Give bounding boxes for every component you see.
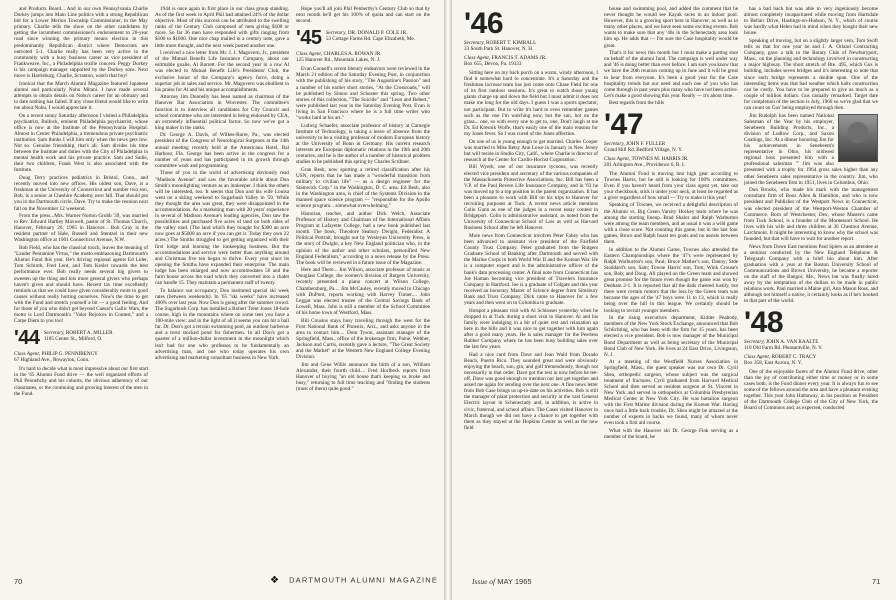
class-secretary: Secretary, JOHN F. FULLER Grand Hill Rd. Bedford Village, N. Y.: [604, 140, 683, 153]
right-column-1: [464, 6, 598, 432]
paragraph: From the press...Mrs. Warner Norton Grubb '39, was married to Rev. Edward Hartley Maxwell, pastor of St. Thomas Church, Hanover, February 20, 1965 in Hanover... Bob Gray is the resident partner of Hale, Russell and Stentzel in their new Washington office at 1001 Connecticut Avenue, N.W.: [14, 213, 148, 244]
class-year: '48: [744, 305, 784, 339]
paragraph: Bill Cousins stays busy traveling through the west for the First National Bank of Phoenix, Ariz., and asks anyone in the area to contact him.... Dom Tyson, assistant manager of the Springfield, Mass., office of the brokerage firm, Paine, Webber, Jackson and Curtis, recently gave a lecture, "The Great Society and the Market" at the Western New England College Evening Division.: [296, 317, 430, 361]
paragraph: News from Down East mentions Paul Spiers as an attendee at a seminar conducted by the New England Telephone & Telegraph Company with a brief bio about him. After graduation with a year at the Boston University School of Communications and Brown University, he became a reporter on the staff of the Bangor, Me., News but was finally lured away by the temptation of the dollars to be made in public relations work. Paul married a Maine girl, Ann Mason Ross, and although not himself a native, it certainly looks as if he's hooked to that part of the world.: [744, 243, 878, 305]
paragraph: Ludwig Schaefer, associate professor of history at Carnegie Institute of Technology, is taking a leave of absence from the university to be a visiting professor of modern European history at the University of Bonn in Germany. His current research interests are European diplomatic relations in the 19th and 20th centuries, and he is the author of a number of historical problem studies to be published this spring by Charles Scribner.: [296, 122, 430, 166]
paragraph: To balance out occupancy, Don instituted special ski week rates (between weekends). In '65 "ski weeks" have increased 400% over last year. Now Don is going after the summer crowd. The Sugarbush Corp. has installed a Robert Trent Jones 18-hole course, high in the mountains where on some tees you have a 100-mile view; and in the light of all it seems you can hit a ball far. Dr. Don's got a terrain swimming pool, an outdoor barbecue and a trout stocked pond for fishermen. In all Don's got a quarter of a million-dollar investment in the moonlight which isn't bad for one who professes to be fundamentally an advertising man, and one who today operates his own advertising and marketing consultant business in New York.: [155, 287, 289, 361]
paragraph: Evan Connell's recent literary endeavors were reviewed in the March 21 edition of the Saturday Evening Post, in conjunction with the publishing of his story, "The Augustine's Passion" and a number of his earlier short stories, "At the Crossroads," will be published by Simon and Schuster this spring. Two other stories of this collection, "The Suicide" and "Leon and Bebert," were published last year in the Saturday Evening Post. Evan is living in San Francisco where he is a full time writer who "works hard at his art.": [296, 66, 430, 122]
paragraph: Speaking of moving, but on a slightly larger vein, Tom Swift tells us that for one year he and J. A. Orland Contracting Company, gave a talk to the Rotary Club of Newburyport, Mass., on the planning and technology involved in constructing a major highway. The short stretch of Rte. 495, which Gus is building, includes seven bridges and it's interesting to note that since each bridge represents a double span. One of the interesting items was that bad weather which halts construction can be costly. You have to be prepared to give as much as a couple of million dollars. Gus casually remarked. Target date for completion of the section is July, 1966 so we're glad that we can count on Gus' being employed through then.: [744, 37, 878, 111]
magazine-title-footer: ❖ DARTMOUTH ALUMNI MAGAZINE: [270, 575, 439, 586]
class-header-1945: [296, 28, 430, 48]
paragraph: Bob Field, who has the classical touch, leaves the meaning of "Lauder Pentamine Virtus," the motto emblazoning Dartmouth's Alumni Fund this year. He's driving regional agents Ed Lider, Tom Schroth, Fred Lent, and Tom Kesler towards the best performance ever. Bob really needs several big givers to sweeten up the thing and lots more general givers who perhaps haven't given and should have. Recent tax time excellently reminds us that we could have given considerably more to good causes without really hurting ourselves. Now's the time to get with the Fund and stretch yourself a bit — a good feeling. And for those of you who didn't get beyond Caesar's Gallic Wars, the motto is Lord Dartmouth's "Valor Rejoices in Contest," and a Carpe Diem to you too!: [14, 245, 148, 325]
right-column-3: [744, 6, 878, 413]
class-notes-1947: [604, 171, 738, 441]
paragraph: Jim Rudolph has been named National Salesman of the Year by his employer, Senebeem Building Products, Inc., a division of Ludlow Corp., and Saxon Coatings, Inc. At a dinner honoring Jim for his achievements in Senebeem's representative in Ohio, his midwest regional boss presented him with a professional salesman ''' Jim was also presented with a trophy for 1964 gross sales higher than any other Senebeem sales representative in the country. Jim, who joined the Senebeem firm in 1951, lives in Columbus, Ohio.: [744, 112, 878, 186]
paragraph: Doug Terry practices pediatrics in Bristol, Conn., and recently moved into new offices. His oldest son, Dave, is a freshman at the University of Connecticut and number two son, Bob, is a senior at Cheshire Academy next fall. That should put you in the Dartmouth circle, Dave. Try to make the reunion next fall on the November 12 weekend.: [14, 175, 148, 212]
paragraph: Had a nice card from Dave and Jean Wald from Dorado Beach, Puerto Rico. They sounded great and were obviously enjoying the beach, sun, gin, and golf tremendously, though not necessarily in that order. Dave got the rest in now before he tee-off, Dave was good enough to mention our last get together and asked me again for sending over the next one. A fine news letter from Bob Case brings us up-to-date on his activities. Bob is still the manager of plant protection and security at the vast General Electric layout in Schenectady and, in addition, is active in civic, fraternal, and school affairs. The Cases visited Hanover in March though we did not have a chance to get together with them as they stayed at the Hopkins Center as well as the new field: [464, 351, 598, 431]
class-notes-1945: [296, 66, 430, 392]
class-agent: Class Agent, TOWNES M. HARRIS JR. 201 Arlington Ave., Providence 6, R. I.: [604, 155, 689, 168]
class-agent: Class Agent, CHARLES A. ROWAN JR. 125 Hanover Rd., Mountain Lakes, N. J.: [296, 51, 382, 64]
class-agent: Class Agent, FRANCIS T. ADAMS JR. Box 655, Devon, Pa. 19333: [464, 55, 547, 67]
class-year: '44: [14, 327, 40, 350]
class-year: '47: [604, 107, 644, 141]
paragraph: Here and There... Jim Wilson, associate professor of music at Douglass College, the women's division of Rutgers University, recently presented a piano concert at Wilson College, Chambersburg, Pa.... Jim McCauley, recently moved to Chicago with DuPont, reports working with Harvey Turner.... John Leggat was elected trustee of the Central Savings Bank of Lowell, Mass. John is still a member of the School Committee of his home town of Westford, Mass.: [296, 267, 430, 316]
paragraph: Attorney Jim Donnelly has been named as chairman of the Hanover Bar Association in Worcester. The committee's function is to interview all candidates for City Council and school committee who are interested in being endorsed by CEA, an extremely influential political factor. So now we've got a king maker in the ranks.: [155, 94, 289, 131]
left-column-3: [296, 6, 430, 394]
paragraph: Best regards from the hills: [609, 100, 665, 107]
paragraph: On one of us is young enough to get married. Charles Cooper was married to Miss Betsy Ann Lowe in January in New Jersey but will reside in Studio City, Calif., where Charlie is director of research at the Center for Cardio-Hochst Corporation.: [464, 138, 598, 163]
left-column-2: [155, 6, 289, 362]
paragraph: What with the Hanover ski Dr. George Fink serving as a member of the board, he: [604, 427, 738, 440]
paragraph: Sitting here on my back porch on a warm, windy afternoon, I find it somewhat hard to concentrate. It's a Saturday and the freshman lacrosse team has just come onto Chase Field for one of its first outdoor sessions. It's great to watch those young giants charge up and down the field but I must admit it does not make me long for the old days. I guess I was a sports spectator, not participant. But to write it's hard to even remember games such as the one I'm watching now, but the sun, hot on the grass... one, so with every one to get to, one, Don't laugh at me Dr. Ed Kresnik Wolfe, that's easily one of the main reasons for my Jones fever. So I was cured of the Jones affection.: [464, 70, 598, 137]
class-header-1947: [604, 107, 738, 153]
paragraph: On a recent sunny Saturday afternoon I visited a Philadelphia psychiatrist, Bullock, eminent Philadelphia psychiatrist, whose office is now at the Institute of the Pennsylvania Hospital. Almost in Center Philadelphia, a tremendous private psychiatric institution. Sam thinks I will him only when the news gets low. Not so. Genuine friendship, that's all. Sam divides his time between the Institute and duties with the City of Philadelphia in mental health work and his private practice. Sam and Sadie, their two children, Frank West is also associated with the Institute.: [14, 112, 148, 174]
paragraph: I received a nice letter from Mr. J. J. Magovern, Jr., president of the Mutual Benefit Life Insurance Company, about our estimable goalie, Al Barrett. For the second year in a row Al was elected to Mutual Benefit Life's Presidents' Club, the exclusive honor of the Company's agency force, doing a superior job in sales and service. Mr. Magovern was ebullient in his praise for Al and his unique accomplishments.: [155, 50, 289, 93]
paragraph: Historian, teacher, and author Dick Welch, Associate Professor of History and Chairman of the International Affairs Program at Lafayette College, had a new book published last month. The book, Theodore Seabury Dwight, Federalist: A Political Portrait, brought out by Wesleyan University Press, is the story of Dwight, a key New England politician who, in the opinion of the author and other scholars, personified New England Federalism," according to a news release by the Press. The book will be reviewed in a future issue of the Magazine.: [296, 210, 430, 266]
class-notes-1943-continued: [14, 6, 148, 324]
class-year: '46: [464, 7, 504, 40]
paragraph: It's hard to decide what is most impressive about our first start in the '65 Alumni Fund drive — the well organized efforts of Phil Pennebchy and his cohorts, the obvious adherency of our classmates, or the continuing and growing interest of the men in the Fund.: [14, 366, 148, 397]
class-agent: Class Agent, ROBERT C. TRACY Box 358, East Aurora, N. Y.: [744, 353, 817, 366]
class-notes-1947-more: [744, 187, 878, 304]
paragraph: That's it for news this month but I must make a parting shot on behalf of the alumni fund. The campaign is well under way and '46 is doing better than ever before. I am sure you know that we have the 20th reunion coming up in June and it will be great to hear from everyone. It's been a good year for the Case hospitality trends but our need and each one of you who has come through in past years plus many who have not been active. Let's make a good showing this year. Really — it's about time.: [604, 50, 738, 99]
paragraph: The Alumni Fund is moving into high gear according to Townes Harris, but he still is looking for 100% committees. Even if you haven't heard from your class agent yet, take out your checkbook, stick it under your neck, at least be regarded as a giver regardless of how small — Try to make it this year!: [604, 170, 738, 201]
class-secretary: Secretary, DR. DONALD P. COLE JR. 53 Cottage Farms Rd. Cape Elizabeth, Me.: [325, 30, 415, 43]
paragraph: More news from Connecticut involves Peter Fahey who has been advanced to assistant vice president of the Fairfield County Trust Company. Peter graduated from the Rutgers Graduate School of Banking after Dartmouth and served with the Marine Corps in both World War II and the Korean War. He is a computer expert and is the administrative officer of the bank's data processing center. A final note from Connecticut has Joe Haman becoming vice president of Travelers Insurance Company in Hartford. Joe is a graduate of Colgate and this year received an honorary Master of Science degree from Simsbury Bank and Trust Company. Dick came to Hanover for a few years and then went on to Columbia to graduate.: [464, 232, 598, 306]
paragraph: Speaking of Townes, we received a delightful description of the Alumni vs. Big Green Varsity Hockey team where he was among the starting lineup. Brad Shalor and Ralph Warburton were among the team members, and as usual it was a wild game with a close score. Not counting this game, but in the last four games, Bruce and Ralph boast ten goals and no assists between them.: [604, 202, 738, 246]
paragraph: Hotspot a pleasant visit with Al Schlosser yesterday when he dropped in at Tuck during a short visit to Hanover. Al and his family were indulging in a bit of quiet rest and relaxation up here in the hills and it was nice to get together with him again after a good many years. He is sales manager for the Peerless Rubber Company where he has been busy building sales over the last few years.: [464, 307, 598, 351]
left-column-1: [14, 6, 148, 398]
paragraph: At a meeting of the Westfield Nurses Association in Springfield, Mass., the guest speaker was our own Dr. Cyril Shea, orthopedic surgeon, whose subject was the surgical treatment of fractures. Cyril graduated from Harvard Medical School and then served as resident surgeon at St. Vincent in New York and served in orthopedics at Columbia Presbyterian Medical Center in New York City. He was battalion surgeon with the First Marine division during the Korean War. Having once had a little back trouble, Dr. Shea might be amazed at the number of experts in backs we found, many of whom never even took a first aid course.: [604, 359, 738, 427]
class-year: '45: [296, 27, 322, 50]
paragraph: Don Brooks, who made his mark with the management consultant firm of Booz Allen & Hamilton, and who is now president and Publisher of the Westport News in Connecticut, was elected president of the Westport-Weston Chamber of Commerce. Born of Westchester, Dex, whose Master's came from Tuck School, is a founder of the Montessori School. He lives with his wife and three children at 36 Chestnut Avenue, Larchmont. It might be interesting to know why the school was founded, but that will have to wait for another report.: [744, 187, 878, 242]
class-secretary: Secretary, ROBERT T. KIMBALL 33 South Park St. Hanover, N. H.: [464, 40, 537, 52]
class-agent: Class Agent, PHILIP G. PENNIBENCY 67 Highland Ave., Rowayton, Conn.: [14, 351, 98, 364]
paragraph: Dr. George A. Davis, of Wilkes-Barre, Pa., was elected president of the Congress of Neurological Surgeons at the 14th annual meeting recently held at the Americana Hotel, Bal Harbour, Fla. George has been active in the congress for a number of years and has participated in its growth through committee work and programming.: [155, 132, 289, 169]
class-header-1946: [464, 7, 598, 52]
portrait-photo: [838, 114, 878, 162]
page-number-right: 71: [872, 577, 881, 586]
class-header-1948: [744, 305, 878, 351]
left-page: [0, 0, 444, 600]
paragraph: In addition to the Alumni Game, Townes also attended the Eastern Championships where the '47's were represented by Ralph Warburton's son, Paul; Bruce Mather's son, Danny; Stde Stoddard's son, Sam; Towne Harris' son, Tom; Wink Crouse's son, Bob; and Doug. All played on the Green team and showed great promise for the future even though the game was won by Dedham 2-1. It is reported that all the dads cheered lustily, but there were certain rumors that the loss by the Green team was because the ages of the '47 boys were 11 to 13, which is really being over the hill in this league. We certainly should be looking to recruit younger members.: [604, 246, 738, 314]
issue-date-footer: Issue of MAY 1965: [472, 577, 532, 586]
class-notes-1946: [464, 70, 598, 431]
paragraph: Those of you in the world of advertising obviously read "Madison Avenue" and saw the favorable article about Don Smith's moonlighting venture as an innkeeper. I think the others will be interested, too. It seems that Don and his wife Louisa went on a skiing weekend to Sugarbush Valley in '59. While they thought the area was great, they were disappointed in the accommodations. As a marketing man with 20 years' experience in several of Madison Avenue's leading agencies, Don saw the possibilities and purchased five acres of land on both sides of the valley road. (The land which they bought for $300 an acre now goes at $5000 an acre if you can get it. Today they own 22 acres.) The Smiths struggled to get getting organized with their first lodge and learning the innkeeping business. But the accommodations and service were better than anything around and Christmas five ten began to thrive. Every year since its opening the Smiths have expanded their enterprise. The main lodge has been enlarged and now accommodates 56 and the farm house across the road which they converted into a chalet can handle 15. They maintain a permanent staff of twenty.: [155, 170, 289, 287]
paragraph: Hope you'll all join Phil Penberthy's Century Club so that by next month he'll get his 100% of quota and can start on the second.: [296, 6, 430, 25]
class-header-1944: [14, 328, 148, 348]
class-notes-1947-continued: [744, 6, 878, 111]
right-page: [452, 0, 896, 600]
paragraph: 1944 is once again in first place in our class group standing. As of the first week in April Phil had attained 24% of the dollar objective. Most of this success can be attributed to the swelling ranks of the Century Club composed of men giving $100 or more. So far 36 men have responded with gifts ranging from $100 to $1000. One nice chap mailed in a century note, gave a little more thought, and the next week posted another one.: [155, 6, 289, 49]
paragraph: house and swimming pool, and added the comment that he never thought he would see Kayak races in an indoor pool. However, this is a growing sport here in Hanover, as well as in many other places, and we have seen some exciting events. Bob wants to make sure that any '46s in the Schenectady area look him up. He adds that — I'm sure the Case hospitality would be great.: [604, 6, 738, 49]
paragraph: and Products Board... And in our own Pennsylvania Charlie Dorkey jumps into Main Line politics with a strong Republican bid for a Lower Merion Township Commissioner, in the May primary. Charlie tells the show on the other candidates by getting the incumbent commissioner's endorsement to 20-year road since winning the primary means election in this predominantly Republican district where Democrats are outvoted 5-1. Charlie really has been very active in the community with a busy business career as vice president of Frankweave, Inc., a Philadelphia textile concern. Peggy Dorkey is his campaign manager supported by the Dorkey sons. Next move is Harrisburg, Charlie, Scranton, watch that boy!: [14, 6, 148, 80]
class-notes-1944-continued: [155, 6, 289, 361]
paragraph: Jim and Gene Willis announce the birth of a son, William Alexander, their fourth child.... Fred Horlbeck reports from Hanover of buying "an old house that's keeping us broke and busy," returning to full time teaching and "finding the students (most of them) quite good.": [296, 361, 430, 393]
class-notes-1944-end: [296, 6, 430, 24]
paragraph: Bill Wyeth, one of our insurance tycoons, was recently elected vice president and secretary of the various companies of the Massachusetts Protective Associations, Inc. Bill has been a V.P. of the Paul Revere Life Insurance Company, and in '63 he was moved up to a top position in the parent organization. It has been a pleasure to work with Bill on his trips to Hanover for recruiting purposes at Tuck. A recent news article mentions Colin Gunn as one of the judges in a recent essay contest in Bridgeport. Colin is administrative assistant, as noted from the University of Connecticut School of Law as well as Harvard Business School after he left Hanover.: [464, 164, 598, 232]
paragraph: In the rising executives department, Kidder Peabody, members of the New York Stock Exchange, announced that Bob Schlichting, who has been with the firm for 15 years, has been elected a vice president. Bob is now manager of the Municipal Bond Department as well as being secretary of the Municipal Bond Club of New York. He lives at 24 East Drive, Livingston, N. J.: [604, 315, 738, 358]
paragraph: One of the enjoyable facets of the Alumni Fund drive, other than the joy of contributing either time or money or in some cases both, is the Fund dinner every year. It is always fun to see some of the fellows around the area and have a pleasant evening together. This year John Hathaway, in his position as President of the Dartmouth College Club of the City of New York, the Board of Commons and, as expected, conducted: [744, 368, 878, 412]
paragraph: Ironical that the March Alumni Magazine featured Japanese alumni and particularly Nobu Mitani. I have made several attempts to obtain details on Nobu's career for an obituary and to date nothing has failed. If any close friend would like to write me about Nobu, I would appreciate it.: [14, 80, 148, 111]
paragraph: Gran Besh, now sporting a retired classification after his USN, reports that he has made a "wonderful transition from military to civilian life" — as a design engineer for the Stamwick Corp." in the Washington, D. C. area. Ed Besh, also in the Washington area, is chief of the Systems Division in the manned space science program — "responsible for the Apollo science program... somewhat overwhelming.": [296, 166, 430, 210]
class-notes-1948: [744, 369, 878, 412]
class-secretary: Secretary, JOHN A. VAN RAALTE 110 Old Farm Rd. Pleasantville, N. Y.: [744, 338, 823, 351]
page-number-left: 70: [14, 577, 23, 586]
class-notes-1944: [14, 366, 148, 396]
class-notes-1946-continued: [604, 6, 738, 107]
ornament-icon: ❖: [270, 575, 279, 586]
page-gutter: [444, 0, 452, 600]
right-column-2: [604, 6, 738, 442]
class-secretary: Secretary, ROBERT A. MILLER 1105 Center St., Milford, O.: [43, 330, 113, 343]
paragraph: has a bad back but was able to very ingeniously become almost completely incapacitated while moving from Hartsdale to Bellair Drive, Hastings-on-Hudson, N. Y., which of course was hardly what Helen had in mind when they bought their new house.: [744, 6, 878, 37]
